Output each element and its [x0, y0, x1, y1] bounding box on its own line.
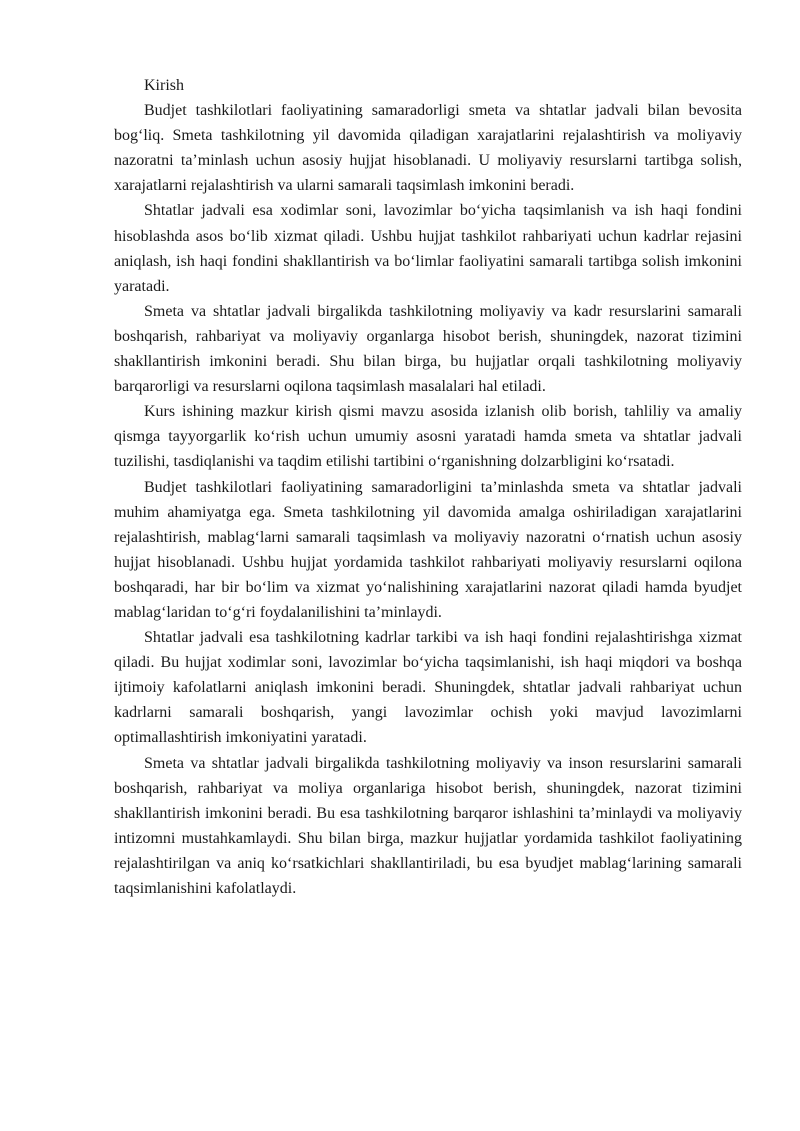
- paragraph-7: Smeta va shtatlar jadvali birgalikda tashkilotning moliyaviy va inson resurslarini samarali boshqarish, rahbariyat va moliya organlariga hisobot berish, shuningdek, nazorat tizimini shakllantirish imkonini beradi. Bu esa tashkilotning barqaror ishlashini ta’minlaydi va moliyaviy intizomni mustahkamlaydi. Shu bilan birga, mazkur hujjatlar yordamida tashkilot faoliyatining rejalashtirilgan va aniq ko‘rsatkichlari shakllantiriladi, bu esa byudjet mablag‘larining samarali taqsimlanishini kafolatlaydi.: [114, 754, 742, 897]
- paragraph-3: Smeta va shtatlar jadvali birgalikda tashkilotning moliyaviy va kadr resurslarini samarali boshqarish, rahbariyat va moliyaviy organlarga hisobot berish, shuningdek, nazorat tizimini shakllantirish imkonini beradi. Shu bilan birga, bu hujjatlar orqali tashkilotning moliyaviy barqarorligi va resurslarni oqilona taqsimlash masalalari hal etiladi.: [114, 302, 742, 396]
- paragraph-6: Shtatlar jadvali esa tashkilotning kadrlar tarkibi va ish haqi fondini rejalashtirishga xizmat qiladi. Bu hujjat xodimlar soni, lavozimlar bo‘yicha taqsimlanishi, ish haqi miqdori va boshqa ijtimoiy kafolatlarni aniqlash imkonini beradi. Shuningdek, shtatlar jadvali rahbariyat uchun kadrlarni samarali boshqarish, yangi lavozimlar ochish yoki mavjud lavozimlarni optimallashtirish imkoniyatini yaratadi.: [114, 629, 742, 747]
- paragraph-5: Budjet tashkilotlari faoliyatining samaradorligini ta’minlashda smeta va shtatlar jadvali muhim ahamiyatga ega. Smeta tashkilotning yil davomida amalga oshiriladigan xarajatlarini rejalashtirish, mablag‘larni samarali taqsimlash va moliyaviy nazoratni o‘rnatish uchun asosiy hujjat hisoblanadi. Ushbu hujjat yordamida tashkilot rahbariyati moliyaviy resurslarni oqilona boshqaradi, har bir bo‘lim va xizmat yo‘nalishining xarajatlarini nazorat qiladi hamda byudjet mablag‘laridan to‘g‘ri foydalanilishini ta’minlaydi.: [114, 478, 742, 621]
- paragraph-1: Budjet tashkilotlari faoliyatining samaradorligi smeta va shtatlar jadvali bilan bevosita bog‘liq. Smeta tashkilotning yil davomida qiladigan xarajatlarini rejalashtirish va moliyaviy nazoratni ta’minlash uchun asosiy hujjat hisoblanadi. U moliyaviy resurslarni tartibga solish, xarajatlarni rejalashtirish va ularni samarali taqsimlash imkonini beradi.: [114, 102, 742, 195]
- paragraph-4: Kurs ishining mazkur kirish qismi mavzu asosida izlanish olib borish, tahliliy va amaliy qismga tayyorgarlik ko‘rish uchun umumiy asosni yaratadi hamda smeta va shtatlar jadvali tuzilishi, tasdiqlanishi va taqdim etilishi tartibini o‘rganishning dolzarbligini ko‘rsatadi.: [114, 403, 742, 471]
- section-heading: Kirish: [144, 77, 184, 94]
- paragraph-2: Shtatlar jadvali esa xodimlar soni, lavozimlar bo‘yicha taqsimlanish va ish haqi fondini hisoblashda asos bo‘lib xizmat qiladi. Ushbu hujjat tashkilot rahbariyati uchun kadrlar rejasini aniqlash, ish haqi fondini shakllantirish va bo‘limlar faoliyatini samarali tartibga solish imkonini yaratadi.: [114, 202, 742, 295]
- document-page: [114, 73, 742, 901]
